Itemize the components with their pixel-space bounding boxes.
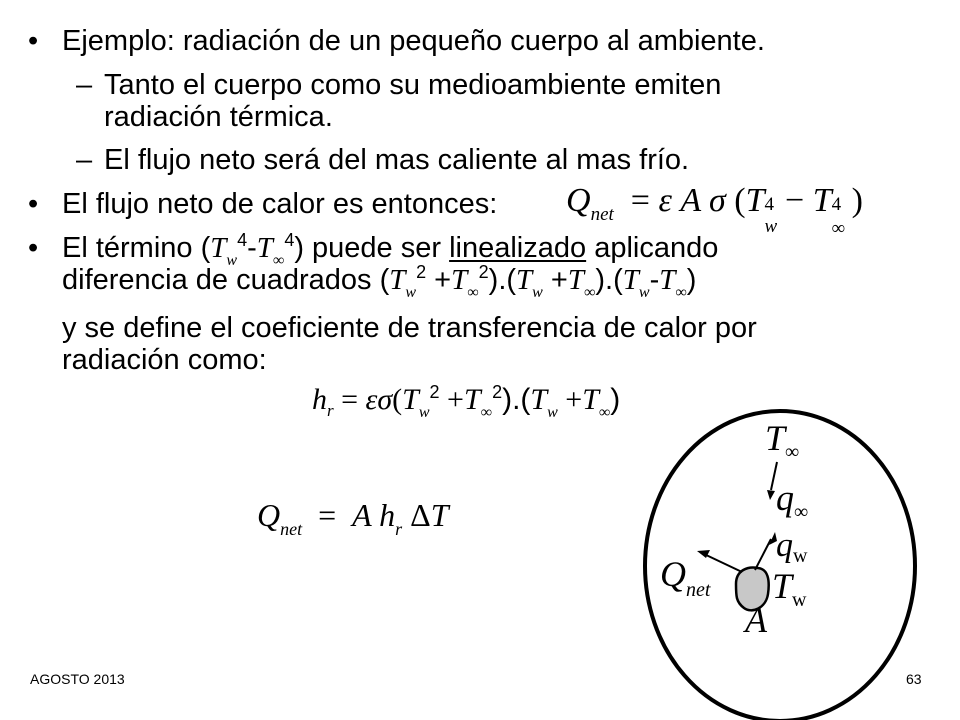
bullet-text: y se define el coeficiente de transferencia de calor por <box>62 312 757 344</box>
q-net-equation: $Q_{net} = \varepsilon$ A σ (T 4 w − T 4 ∞ ) <box>566 182 863 239</box>
bullet-text: diferencia de cuadrados $(T_w^2 +T_\infty^2).(T_w +T_\infty).(T_w-T_\infty)$ <box>62 262 697 301</box>
label-t-w: $T_w$ <box>772 566 807 611</box>
dash-marker: – <box>76 69 93 101</box>
sub-bullet-text: radiación térmica. <box>104 101 333 133</box>
bullet-text: El flujo neto de calor es entonces: <box>62 188 498 220</box>
bullet-marker: • <box>28 25 39 57</box>
sub-bullet-text: Tanto el cuerpo como su medioambiente emiten <box>104 69 722 101</box>
label-q-net: $Q_{net}$ <box>660 554 711 601</box>
bullet-text: Ejemplo: radiación de un pequeño cuerpo al ambiente. <box>62 25 765 57</box>
bullet-marker: • <box>28 188 39 220</box>
bullet-text: radiación como: <box>62 344 267 376</box>
label-q-inf: $q_\infty$ <box>776 478 809 523</box>
label-t-inf: $T_\infty$ <box>765 418 800 463</box>
page-number: 63 <box>906 671 922 687</box>
label-q-w: qw <box>776 527 808 567</box>
bullet-text: El término $(T_w^4-T_\infty^4)$ puede ser linealizado aplicando <box>62 230 719 269</box>
dash-marker: – <box>76 144 93 176</box>
q-inf-arrowhead <box>767 490 775 500</box>
q-net-linear-equation: $Q_{net} = A$ $h_r$ ΔT <box>257 497 449 539</box>
q-w-arrow <box>755 539 771 570</box>
footer-date: AGOSTO 2013 <box>30 671 125 687</box>
bullet-marker: • <box>28 232 39 264</box>
q-net-arrow <box>704 554 742 572</box>
label-area: A <box>745 600 767 640</box>
h-r-equation: $h_r = \varepsilon\sigma(T_w^2 +T_\infty^2).(T_w +T_\infty)$ <box>312 382 621 421</box>
sub-bullet-text: El flujo neto será del mas caliente al mas frío. <box>104 144 690 176</box>
